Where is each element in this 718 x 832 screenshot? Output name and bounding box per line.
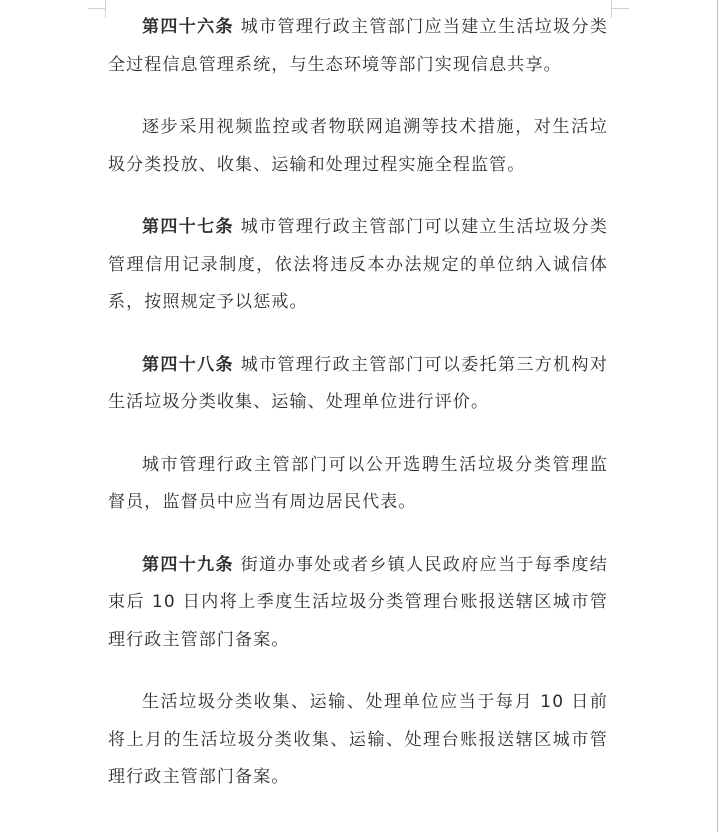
paragraph-spacer <box>234 555 241 575</box>
paragraph-text: 城市管理行政主管部门可以委托第三方机构对生活垃圾分类收集、运输、处理单位进行评价。 <box>108 354 609 412</box>
document-body <box>108 9 608 822</box>
crop-mark-top-right <box>611 8 629 9</box>
paragraph-text: 街道办事处或者乡镇人民政府应当于每季度结束后 10 日内将上季度生活垃圾分类管理台账报送辖区城市管理行政主管部门备案。 <box>108 554 609 650</box>
paragraph-spacer <box>234 17 241 37</box>
article-46-paragraph <box>108 9 608 84</box>
paragraph-spacer <box>234 355 241 375</box>
paragraph-text: 城市管理行政主管部门可以公开选聘生活垃圾分类管理监督员，监督员中应当有周边居民代表。 <box>108 454 608 512</box>
article-49-paragraph <box>108 547 608 660</box>
paragraph-text: 城市管理行政主管部门应当建立生活垃圾分类全过程信息管理系统，与生态环境等部门实现信息共享。 <box>108 17 609 75</box>
article-48-continuation <box>108 447 608 522</box>
article-heading: 第四十八条 <box>142 354 234 375</box>
article-46-continuation <box>108 109 608 184</box>
paragraph-text: 逐步采用视频监控或者物联网追溯等技术措施，对生活垃圾分类投放、收集、运输和处理过程实施全程监管。 <box>108 117 608 175</box>
article-47-paragraph <box>108 209 608 322</box>
paragraph-text: 城市管理行政主管部门可以建立生活垃圾分类管理信用记录制度，依法将违反本办法规定的单位纳入诚信体系，按照规定予以惩戒。 <box>108 217 609 312</box>
article-heading: 第四十六条 <box>142 17 234 37</box>
crop-mark-top-left-vertical <box>105 0 106 18</box>
crop-mark-top-left <box>88 8 106 9</box>
article-48-paragraph <box>108 347 608 422</box>
article-heading: 第四十九条 <box>142 554 234 575</box>
article-heading: 第四十七条 <box>142 217 234 237</box>
paragraph-spacer <box>234 217 241 237</box>
article-49-continuation <box>108 684 608 797</box>
paragraph-text: 生活垃圾分类收集、运输、处理单位应当于每月 10 日前将上月的生活垃圾分类收集、运输、处理台账报送辖区城市管理行政主管部门备案。 <box>108 692 608 787</box>
crop-mark-top-right-vertical <box>611 0 612 18</box>
